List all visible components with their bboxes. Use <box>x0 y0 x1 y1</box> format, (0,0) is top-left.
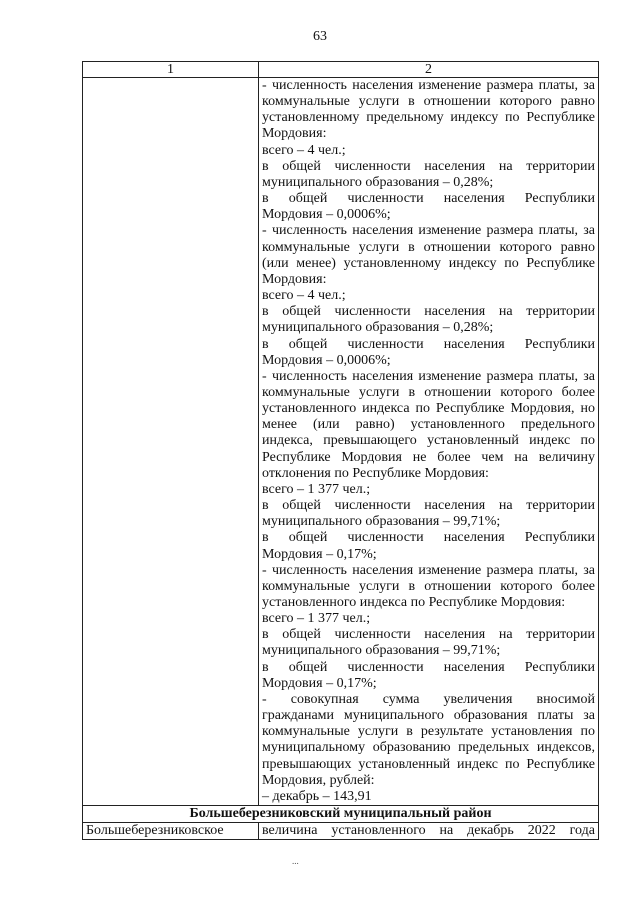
data-table <box>82 61 599 840</box>
text-line: менее (или равно) установленного предельного <box>262 417 595 433</box>
text-line: в общей численности населения на территории <box>262 304 595 320</box>
cell-text-lines <box>262 78 595 805</box>
text-line: Мордовия – 0,0006%; <box>262 207 391 223</box>
text-line: в общей численности населения на территории <box>262 627 595 643</box>
text-line: – декабрь – 143,91 <box>262 788 372 804</box>
text-line: в общей численности населения на территории <box>262 498 595 514</box>
table-header-row <box>83 62 599 78</box>
text-line: установленного индекса по Республике Мордовия: <box>262 595 566 610</box>
text-line: муниципальному образованию предельных индексов, <box>262 740 595 756</box>
text-line: - численность населения изменение размера платы, за <box>262 78 595 93</box>
text-line: муниципального образования – 0,28%; <box>262 174 494 190</box>
text-line: превышающих установленный индекс по Республике <box>262 756 595 772</box>
text-line: Мордовия – 0,17%; <box>262 675 377 691</box>
text-line: в общей численности населения Республики <box>262 191 595 207</box>
text-line: гражданами муниципального образования платы за <box>262 708 595 724</box>
text-line: Мордовия – 0,0006%; <box>262 352 391 368</box>
section-title: Большеберезниковский муниципальный район <box>83 806 599 823</box>
text-line: Мордовия: <box>262 126 327 142</box>
text-line: в общей численности населения на территории <box>262 158 595 174</box>
text-line: Мордовия: <box>262 271 327 287</box>
text-line: индекса, превышающего установленный индекс по <box>262 433 595 449</box>
cell-col-1 <box>83 78 259 806</box>
last-row-col-2 <box>259 823 599 840</box>
text-line: в общей численности населения Республики <box>262 530 595 546</box>
page-number: 63 <box>313 29 327 44</box>
text-line: всего – 1 377 чел.; <box>262 611 371 627</box>
text-line: Мордовия, рублей: <box>262 772 375 788</box>
text-line: (или менее) установленному индексу по Республике <box>262 255 595 271</box>
footer-mark: ... <box>292 856 299 866</box>
text-line: всего – 4 чел.; <box>262 142 346 158</box>
text-line: коммунальные услуги в отношении которого равно <box>262 94 595 110</box>
text-line: муниципального образования – 0,28%; <box>262 320 494 336</box>
last-row-col-2-text: величина установленного на декабрь 2022 года <box>262 823 595 839</box>
text-line: Мордовия – 0,17%; <box>262 546 377 562</box>
text-line: всего – 1 377 чел.; <box>262 481 371 497</box>
text-line: коммунальные услуги в отношении которого равно <box>262 239 595 255</box>
text-line: всего – 4 чел.; <box>262 288 346 304</box>
text-line: муниципального образования – 99,71%; <box>262 514 501 530</box>
table-row <box>83 78 599 806</box>
text-line: в общей численности населения Республики <box>262 336 595 352</box>
text-line: коммунальные услуги в отношении которого более <box>262 384 595 400</box>
text-line: - совокупная сумма увеличения вносимой <box>262 691 595 707</box>
cell-col-2 <box>259 78 599 806</box>
text-line: установленному предельному индексу по Республике <box>262 110 595 126</box>
text-line: муниципального образования – 99,71%; <box>262 643 501 659</box>
text-line: Республике Мордовия не более чем на величину <box>262 449 595 465</box>
header-col-2: 2 <box>259 62 599 78</box>
text-line: в общей численности населения Республики <box>262 659 595 675</box>
header-col-1: 1 <box>83 62 259 78</box>
text-line: коммунальные услуги в отношении которого более <box>262 578 595 594</box>
text-line: отклонения по Республике Мордовия: <box>262 465 489 481</box>
text-line: - численность населения изменение размера платы, за <box>262 223 595 239</box>
table-row <box>83 823 599 840</box>
text-line: - численность населения изменение размера платы, за <box>262 368 595 384</box>
last-row-col-1: Большеберезниковское <box>83 823 259 840</box>
text-line: установленного индекса по Республике Мордовия, но <box>262 401 595 417</box>
text-line: - численность населения изменение размера платы, за <box>262 562 595 578</box>
text-line: коммунальные услуги в результате установления по <box>262 724 595 740</box>
section-row <box>83 806 599 823</box>
